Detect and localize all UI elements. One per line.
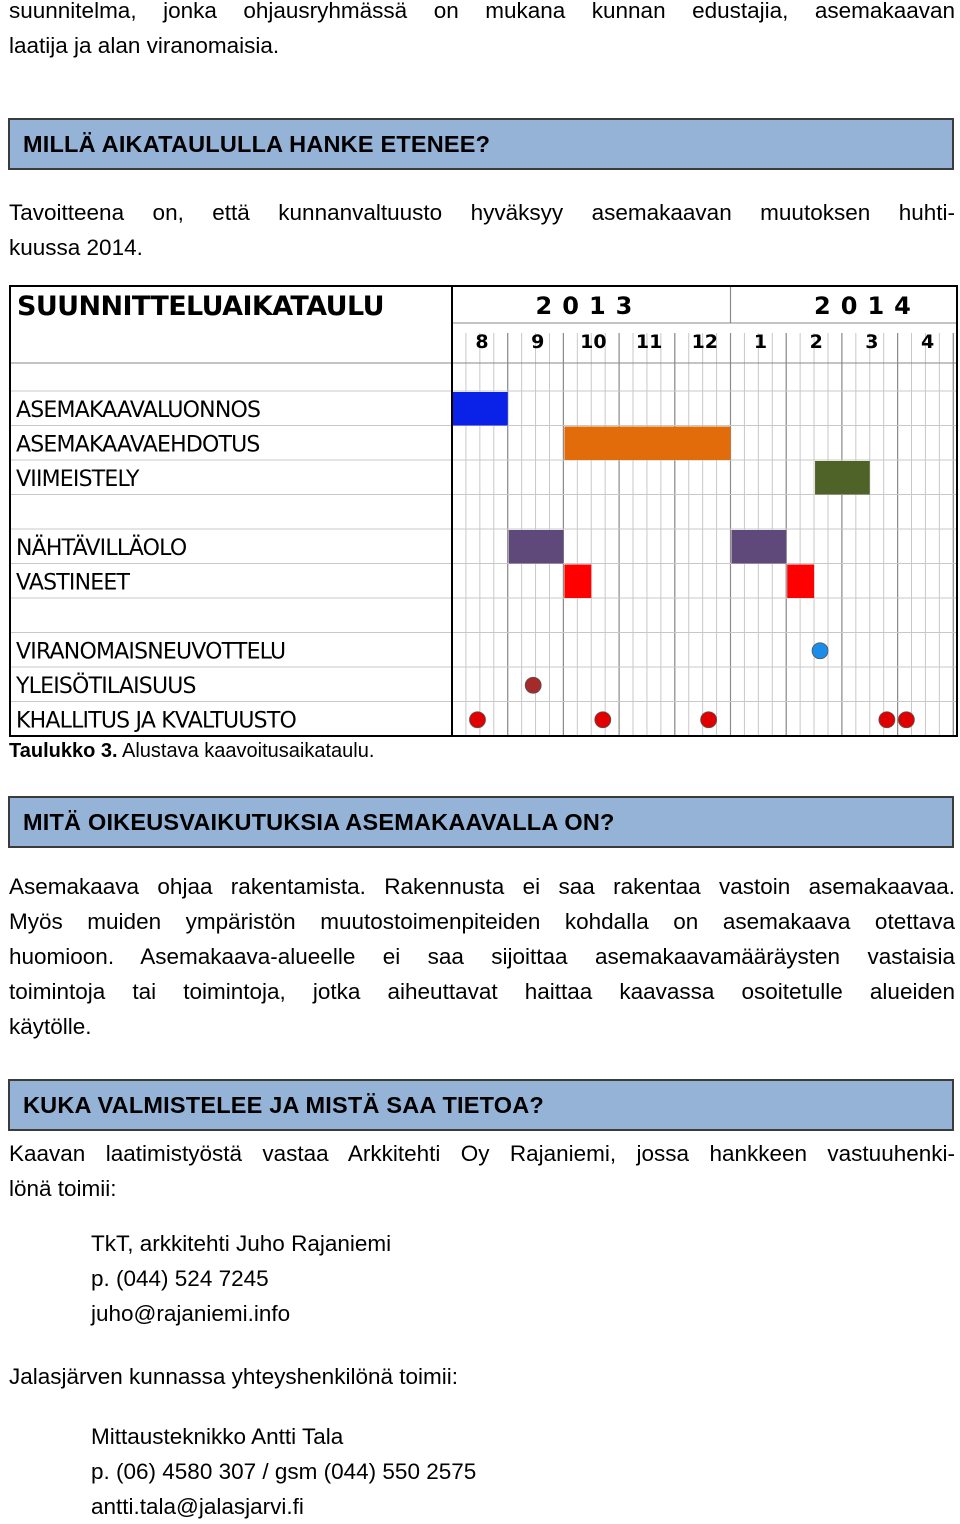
contacts-line-2: lönä toimii: bbox=[9, 1176, 117, 1201]
schedule-bar bbox=[564, 427, 730, 461]
municipality-email[interactable]: antti.tala@jalasjarvi.fi bbox=[91, 1494, 304, 1519]
contacts-line-1: Kaavan laatimistyöstä vastaa Arkkitehti Oy Rajaniemi, jossa hankkeen vastuuhenki- bbox=[9, 1141, 955, 1166]
effects-line-5: käytölle. bbox=[9, 1014, 92, 1039]
schedule-dot bbox=[469, 712, 485, 728]
schedule-heading: MILLÄ AIKATAULULLA HANKE ETENEE? bbox=[8, 118, 954, 170]
month-label: 12 bbox=[691, 331, 719, 353]
row-label: ASEMAKAAVAEHDOTUS bbox=[16, 432, 260, 458]
month-label: 8 bbox=[475, 331, 489, 353]
planner-email[interactable]: juho@rajaniemi.info bbox=[91, 1301, 291, 1326]
month-label: 3 bbox=[865, 331, 879, 353]
schedule-bar bbox=[732, 530, 787, 564]
year-label: 2014 bbox=[814, 292, 921, 320]
month-label: 4 bbox=[920, 331, 935, 353]
row-label: YLEISÖTILAISUUS bbox=[16, 674, 196, 699]
caption-text: Alustava kaavoitusaikataulu. bbox=[117, 740, 375, 762]
row-label: NÄHTÄVILLÄOLO bbox=[16, 536, 187, 561]
municipality-contact bbox=[91, 1419, 476, 1524]
schedule-chart bbox=[9, 285, 958, 737]
effects-line-2: Myös muiden ympäristön muutostoimenpiteiden kohdalla on asemakaava otettava bbox=[9, 909, 955, 934]
schedule-line-2: kuussa 2014. bbox=[9, 235, 143, 260]
schedule-paragraph bbox=[9, 195, 955, 265]
schedule-dot bbox=[525, 677, 541, 693]
month-label: 10 bbox=[580, 331, 607, 353]
chart-title: SUUNNITTELUAIKATAULU bbox=[17, 291, 384, 322]
schedule-bar bbox=[509, 530, 564, 564]
schedule-line-1: Tavoitteena on, että kunnanvaltuusto hyväksyy asemakaavan muutoksen huhti- bbox=[9, 200, 955, 225]
schedule-dot bbox=[879, 712, 895, 728]
month-label: 11 bbox=[635, 331, 663, 353]
municipality-name: Mittausteknikko Antti Tala bbox=[91, 1424, 344, 1449]
effects-heading: MITÄ OIKEUSVAIKUTUKSIA ASEMAKAAVALLA ON? bbox=[8, 796, 954, 848]
effects-line-3: huomioon. Asemakaava-alueelle ei saa sijoittaa asemakaavamääräysten vastaisia bbox=[9, 944, 955, 969]
intro-paragraph bbox=[9, 0, 955, 63]
month-label: 2 bbox=[809, 331, 823, 353]
contacts-heading: KUKA VALMISTELEE JA MISTÄ SAA TIETOA? bbox=[8, 1079, 954, 1131]
row-label: VASTINEET bbox=[16, 570, 130, 596]
planner-name: TkT, arkkitehti Juho Rajaniemi bbox=[91, 1231, 392, 1256]
planner-contact bbox=[91, 1226, 391, 1331]
schedule-bar bbox=[787, 565, 814, 599]
table-caption bbox=[9, 736, 374, 766]
schedule-dot bbox=[595, 712, 611, 728]
month-label: 1 bbox=[753, 331, 768, 353]
row-label: VIIMEISTELY bbox=[16, 467, 139, 492]
municipality-intro: Jalasjärven kunnassa yhteyshenkilönä toimii: bbox=[9, 1364, 458, 1389]
municipality-phone: p. (06) 4580 307 / gsm (044) 550 2575 bbox=[91, 1459, 477, 1484]
planner-phone: p. (044) 524 7245 bbox=[91, 1266, 269, 1291]
month-label: 9 bbox=[531, 331, 545, 353]
intro-line-2: laatija ja alan viranomaisia. bbox=[9, 33, 280, 58]
caption-label: Taulukko 3. bbox=[9, 740, 118, 762]
contacts-paragraph bbox=[9, 1136, 955, 1206]
schedule-dot bbox=[812, 643, 828, 659]
effects-line-1: Asemakaava ohjaa rakentamista. Rakennusta ei saa rakentaa vastoin asemakaavaa. bbox=[9, 874, 955, 899]
schedule-bar bbox=[564, 565, 591, 599]
row-label: KHALLITUS JA KVALTUUSTO bbox=[16, 708, 296, 734]
schedule-bar bbox=[815, 461, 870, 495]
intro-line-1: suunnitelma, jonka ohjausryhmässä on mukana kunnan edustajia, asemakaavan bbox=[9, 0, 955, 23]
schedule-dot bbox=[898, 712, 914, 728]
effects-paragraph bbox=[9, 869, 955, 1044]
row-label: ASEMAKAAVALUONNOS bbox=[16, 398, 261, 423]
row-label: VIRANOMAISNEUVOTTELU bbox=[16, 639, 286, 665]
effects-line-4: toimintoja tai toimintoja, jotka aiheuttavat haittaa kaavassa osoitetulle alueiden bbox=[9, 979, 955, 1004]
year-label: 2013 bbox=[535, 292, 643, 320]
schedule-bar bbox=[453, 392, 508, 426]
schedule-dot bbox=[701, 712, 717, 728]
